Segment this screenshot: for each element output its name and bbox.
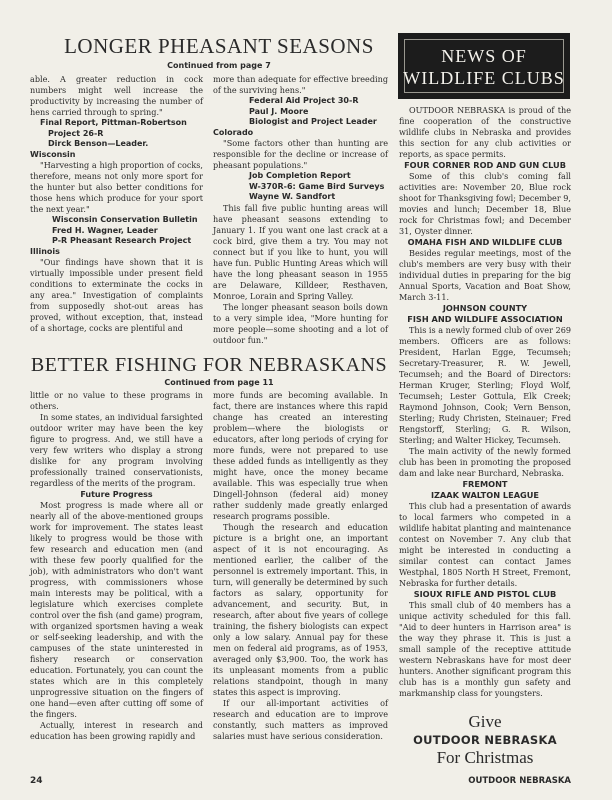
fishing-col1-p4: Actually, interest in research and education has been growing rapidly and — [30, 720, 203, 741]
club-text: Some of this club's coming fall activities are: November 20, Blue rock shoot for Thanksgiving fowl; December 9, movies and lunch; December 18, Blue rock for Christmas fowl; and December 31, Oyster dinner. — [399, 171, 571, 236]
sig-line: Project 26-R — [48, 128, 104, 138]
sig-line: Wisconsin Conservation Bulletin — [52, 215, 198, 224]
fishing-col2-p1: more funds are becoming available. In fact, there are instances where this rapid change has created an interesting problem—where the biologists or educators, after long periods of crying for more funds, were not prepared to use these added funds as intelligently as they might have, once the money became available. This was especially true when Dingell-Johnson (federal aid) money rather suddenly made greatly enlarged research programs possible. — [213, 390, 388, 521]
fishing-title: BETTER FISHING FOR NEBRASKANS — [30, 354, 388, 376]
fishing-col1-p1: little or no value to these programs in others. — [30, 390, 203, 411]
pheasant-sig2 — [30, 215, 203, 247]
pheasant-sig4 — [213, 171, 388, 203]
club-heading: OMAHA FISH AND WILDLIFE CLUB — [407, 237, 563, 247]
club-heading: FISH AND WILDLIFE ASSOCIATION — [407, 314, 563, 324]
fishing-col2 — [213, 390, 388, 742]
pheasant-col2-p1: more than adequate for effective breeding of the surviving hens." — [213, 74, 388, 95]
club-text: This is a newly formed club of over 269 members. Officers are as follows: President, Harlan Egge, Tecumseh; Secretary-Treasurer, R. W. Jewell, Tecumseh; and the Board of Directors: Herman Kruger, Sterling; Floyd Wolf, Tecumseh; Lester Gottula, Elk Creek; Raymond Johnson, Cook; Vern Benson, Sterling; Rudy Christen, Steinauer; Fred Rengstorff, Sterling; G. R. Wilson, Sterling; and Walter Hickey, Tecumseh. — [399, 325, 571, 445]
pheasant-sig3 — [213, 96, 388, 128]
state-heading: Colorado — [213, 127, 254, 137]
club-text: This small club of 40 members has a unique activity scheduled for this fall. "Aid to deer hunters in Harrison area" is the way they phrase it. This is just a small sample of the receptive attitude western Nebraskans have for most deer hunters. Another significant program this club has is a monthly gun safety and markmanship class for youngsters. — [399, 600, 571, 698]
fishing-col1-p2: In some states, an individual farsighted outdoor writer may have been the key figure to progress. And, we still have a very few writers who display a strong dislike for any program involving professionally trained conservationists, regardless of the merits of the program. — [30, 412, 203, 488]
sig-line: W-370R-6: Game Bird Surveys — [249, 181, 385, 191]
sig-line: P-R Pheasant Research Project — [52, 236, 192, 245]
banner-title-line2: WILDLIFE CLUBS — [403, 68, 565, 88]
state-heading: Illinois — [30, 246, 60, 256]
wildlife-clubs-banner — [398, 33, 570, 99]
sig-line: Final Report, Pittman-Robertson — [40, 118, 187, 127]
club-text: Besides regular meetings, most of the club's members are very busy with their individual duties in preparing for the big Annual Sports, Vacation and Boat Show, March 3-11. — [399, 248, 571, 302]
promo-magazine: OUTDOOR NEBRASKA — [413, 733, 557, 747]
sig-line: Job Completion Report — [249, 171, 351, 180]
fishing-col2-p2: Though the research and education picture is a bright one, an important aspect of it is not encouraging. As mentioned earlier, the caliber of the personnel is extremely important. This, in turn, will generally be determined by such factors as salary, opportunity for advancement, and security. But, in research, after about five years of college training, the fishery biologists can expect only a low salary. Annual pay for these men on federal aid programs, as of 1953, averaged only $3,900. Too, the work has its unpleasant moments from a public relations standpoint, though in many states this aspect is improving. — [213, 522, 388, 697]
banner-title-line1: NEWS OF — [441, 46, 527, 66]
pheasant-col2-p4: The longer pheasant season boils down to a very simple idea, "More hunting for more people—some shooting and a lot of outdoor fun." — [213, 301, 388, 345]
pheasant-title: LONGER PHEASANT SEASONS — [64, 34, 374, 58]
clubs-column — [399, 105, 571, 699]
page-number: 24 — [30, 776, 43, 786]
pheasant-sig1 — [30, 118, 203, 150]
sig-line: Wayne W. Sandfort — [249, 192, 336, 201]
sig-line: Federal Aid Project 30-R — [249, 96, 359, 105]
future-progress-subhead: Future Progress — [80, 490, 153, 499]
club-heading: FOUR CORNER ROD AND GUN CLUB — [404, 160, 566, 170]
pheasant-col2 — [213, 74, 388, 346]
club-heading: SIOUX RIFLE AND PISTOL CLUB — [413, 589, 557, 599]
christmas-promo — [399, 712, 571, 768]
club-text: This club had a presentation of awards to local farmers who competed in a wildlife habitat planting and maintenance contest on November 7. Any club that might be interested in conducting a similar contest can contact James Westphal, 1805 North H Street, Fremont, Nebraska for further details. — [399, 501, 571, 588]
fishing-col2-p3: If our all-important activities of research and education are to improve constantly, such matters as improved salaries must have serious consideration. — [213, 698, 388, 741]
pheasant-col2-p3: This fall five public hunting areas will have pheasant seasons extending to January 1. If you want one last crack at a cock bird, give them a try. You may not connect but if you like to hunt, you will have fun. Public Hunting Areas which will have the long pheasant season in 1955 are Delaware, Killdeer, Resthaven, Monroe, Lorain and Spring Valley. — [213, 202, 388, 301]
sig-line: Paul J. Moore — [249, 106, 309, 116]
sig-line: Dirck Benson—Leader. — [48, 139, 149, 148]
pheasant-col2-p2: "Some factors other than hunting are responsible for the decline or increase of pheasant populations." — [213, 138, 388, 170]
sig-line: Biologist and Project Leader — [249, 117, 377, 126]
fishing-col1 — [30, 390, 203, 742]
fishing-continued: Continued from page 11 — [164, 378, 274, 387]
club-text: The main activity of the newly formed club has been in promoting the proposed dam and lake near Burchard, Nebraska. — [399, 446, 571, 478]
promo-christmas: For Christmas — [436, 748, 534, 767]
pheasant-col1-p2: "Harvesting a high proportion of cocks, therefore, means not only more sport for the hunter but also better conditions for those hens which produce for your sport the next year." — [30, 160, 203, 214]
pheasant-continued: Continued from page 7 — [167, 61, 271, 70]
pheasant-col1 — [30, 74, 203, 334]
club-heading: JOHNSON COUNTY — [442, 303, 528, 313]
footer-magazine-name: OUTDOOR NEBRASKA — [468, 776, 571, 786]
sig-line: Fred H. Wagner, Leader — [52, 225, 158, 235]
pheasant-col1-p3: "Our findings have shown that it is virtually impossible under present field conditions to exterminate the cocks in any area." Investigation of complaints from supposedly shot-out areas has proved, without exception, that, instead of a shortage, cocks are plentiful and — [30, 257, 203, 333]
fishing-col1-p3: Most progress is made where all or nearly all of the above-mentioned groups work for improvement. The states least likely to progress would be those with few research and education men (and with these few poorly qualified for the job), with administrators who don't want progress, with commissioners whose main interests may be political, with a legislature which exercises complete control over the fish (and game) program, with organized sportsmen having a weak or self-seeking leadership, and with the campuses of the state uninterested in fishery research or conservation education. Fortunately, you can count the states which are in this completely unprogressive situation on the fingers of one hand—even after cutting off some of the fingers. — [30, 500, 203, 719]
pheasant-col1-p1: able. A greater reduction in cock numbers might well increase the productivity by increasing the number of hens carried through to spring." — [30, 74, 203, 117]
club-heading: IZAAK WALTON LEAGUE — [430, 490, 540, 500]
club-heading: FREMONT — [462, 479, 508, 489]
state-heading: Wisconsin — [30, 149, 76, 159]
promo-give: Give — [468, 712, 502, 731]
clubs-intro: OUTDOOR NEBRASKA is proud of the fine cooperation of the constructive wildlife clubs in Nebraska and provides this section for any club activities or reports, as space permits. — [399, 105, 571, 159]
